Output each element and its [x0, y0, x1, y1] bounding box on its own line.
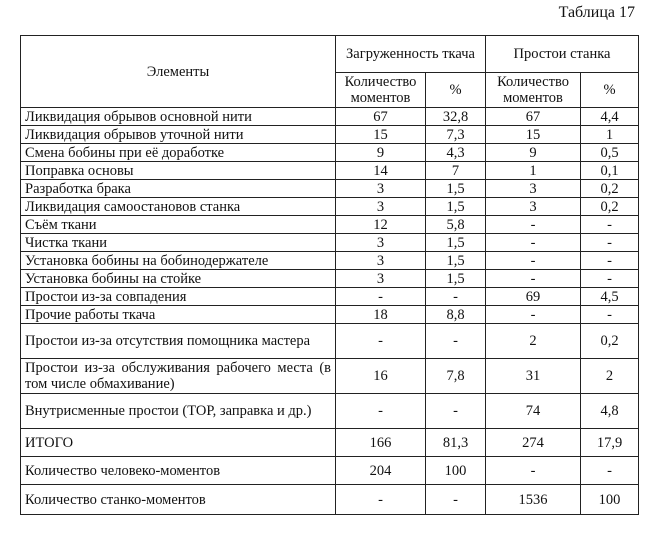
weaver-count: 3 [336, 180, 426, 198]
table-row [21, 108, 639, 126]
weaver-count: - [336, 324, 426, 359]
row-name: Ликвидация самоостановов станка [21, 198, 336, 216]
weaver-percent: 1,5 [426, 198, 486, 216]
idle-percent: - [581, 270, 639, 288]
weaver-count: - [336, 288, 426, 306]
row-name: Количество станко-моментов [21, 485, 336, 515]
idle-percent: - [581, 216, 639, 234]
weaver-count: - [336, 394, 426, 429]
weaver-percent: 8,8 [426, 306, 486, 324]
weaver-count: 12 [336, 216, 426, 234]
idle-count: - [486, 234, 581, 252]
weaver-percent: 100 [426, 457, 486, 485]
header-idle-count: Количество моментов [486, 73, 581, 108]
row-name: Ликвидация обрывов уточной нити [21, 126, 336, 144]
idle-percent: 0,1 [581, 162, 639, 180]
table-row [21, 359, 639, 394]
table-row [21, 216, 639, 234]
table-row [21, 234, 639, 252]
idle-count: - [486, 306, 581, 324]
idle-percent: 2 [581, 359, 639, 394]
weaver-percent: - [426, 394, 486, 429]
idle-count: - [486, 270, 581, 288]
row-name: Простои из-за обслуживания рабочего места (в том числе обмахивание) [21, 359, 336, 394]
weaver-count: 16 [336, 359, 426, 394]
weaver-percent: 1,5 [426, 180, 486, 198]
idle-count: 74 [486, 394, 581, 429]
idle-percent: 0,5 [581, 144, 639, 162]
table-row [21, 144, 639, 162]
idle-percent: 0,2 [581, 198, 639, 216]
weaver-count: 18 [336, 306, 426, 324]
row-name: Простои из-за отсутствия помощника мастера [21, 324, 336, 359]
data-table [20, 35, 639, 515]
weaver-percent: 1,5 [426, 252, 486, 270]
weaver-count: 14 [336, 162, 426, 180]
idle-count: 31 [486, 359, 581, 394]
weaver-percent: 1,5 [426, 234, 486, 252]
header-weaver-percent: % [426, 73, 486, 108]
weaver-percent: 7,3 [426, 126, 486, 144]
weaver-count: 15 [336, 126, 426, 144]
idle-percent: 100 [581, 485, 639, 515]
idle-count: 2 [486, 324, 581, 359]
table-row [21, 180, 639, 198]
idle-percent: - [581, 457, 639, 485]
row-name: Чистка ткани [21, 234, 336, 252]
table-row [21, 270, 639, 288]
idle-count: - [486, 457, 581, 485]
weaver-percent: 32,8 [426, 108, 486, 126]
row-name: ИТОГО [21, 429, 336, 457]
idle-count: 1536 [486, 485, 581, 515]
weaver-count: 166 [336, 429, 426, 457]
header-machine-idle: Простои станка [486, 36, 639, 73]
row-name: Ликвидация обрывов основной нити [21, 108, 336, 126]
total-row [21, 429, 639, 457]
idle-percent: 4,5 [581, 288, 639, 306]
table-row [21, 288, 639, 306]
header-idle-percent: % [581, 73, 639, 108]
weaver-percent: 1,5 [426, 270, 486, 288]
header-weaver-load: Загруженность ткача [336, 36, 486, 73]
row-name: Поправка основы [21, 162, 336, 180]
idle-percent: - [581, 234, 639, 252]
weaver-count: 9 [336, 144, 426, 162]
row-name: Установка бобины на стойке [21, 270, 336, 288]
idle-percent: 17,9 [581, 429, 639, 457]
table-row [21, 126, 639, 144]
weaver-count: 3 [336, 234, 426, 252]
weaver-count: 3 [336, 198, 426, 216]
idle-count: - [486, 216, 581, 234]
row-name: Смена бобины при её доработке [21, 144, 336, 162]
row-name: Разработка брака [21, 180, 336, 198]
row-name: Съём ткани [21, 216, 336, 234]
idle-count: 69 [486, 288, 581, 306]
table-caption: Таблица 17 [558, 4, 635, 21]
weaver-count: 204 [336, 457, 426, 485]
idle-count: 9 [486, 144, 581, 162]
idle-percent: 1 [581, 126, 639, 144]
weaver-percent: 4,3 [426, 144, 486, 162]
weaver-count: 3 [336, 252, 426, 270]
idle-percent: 4,4 [581, 108, 639, 126]
table-row [21, 252, 639, 270]
idle-count: 274 [486, 429, 581, 457]
idle-count: 1 [486, 162, 581, 180]
header-weaver-count: Количество моментов [336, 73, 426, 108]
table-row [21, 324, 639, 359]
idle-percent: - [581, 306, 639, 324]
idle-count: - [486, 252, 581, 270]
weaver-count: 3 [336, 270, 426, 288]
table-row [21, 394, 639, 429]
weaver-percent: 5,8 [426, 216, 486, 234]
idle-percent: 4,8 [581, 394, 639, 429]
weaver-percent: - [426, 324, 486, 359]
idle-count: 67 [486, 108, 581, 126]
idle-count: 15 [486, 126, 581, 144]
weaver-count: - [336, 485, 426, 515]
row-name: Установка бобины на бобинодержателе [21, 252, 336, 270]
row-name: Внутрисменные простои (ТОР, заправка и др.) [21, 394, 336, 429]
header-elements: Элементы [21, 36, 336, 108]
weaver-percent: 7 [426, 162, 486, 180]
idle-percent: - [581, 252, 639, 270]
row-name: Прочие работы ткача [21, 306, 336, 324]
idle-count: 3 [486, 198, 581, 216]
row-name: Простои из-за совпадения [21, 288, 336, 306]
idle-count: 3 [486, 180, 581, 198]
weaver-count: 67 [336, 108, 426, 126]
idle-percent: 0,2 [581, 324, 639, 359]
table-row [21, 198, 639, 216]
table-row [21, 306, 639, 324]
row-name: Количество человеко-моментов [21, 457, 336, 485]
weaver-percent: 7,8 [426, 359, 486, 394]
machine-moments-row [21, 485, 639, 515]
weaver-percent: - [426, 485, 486, 515]
idle-percent: 0,2 [581, 180, 639, 198]
weaver-percent: - [426, 288, 486, 306]
table-row [21, 162, 639, 180]
weaver-percent: 81,3 [426, 429, 486, 457]
worker-moments-row [21, 457, 639, 485]
